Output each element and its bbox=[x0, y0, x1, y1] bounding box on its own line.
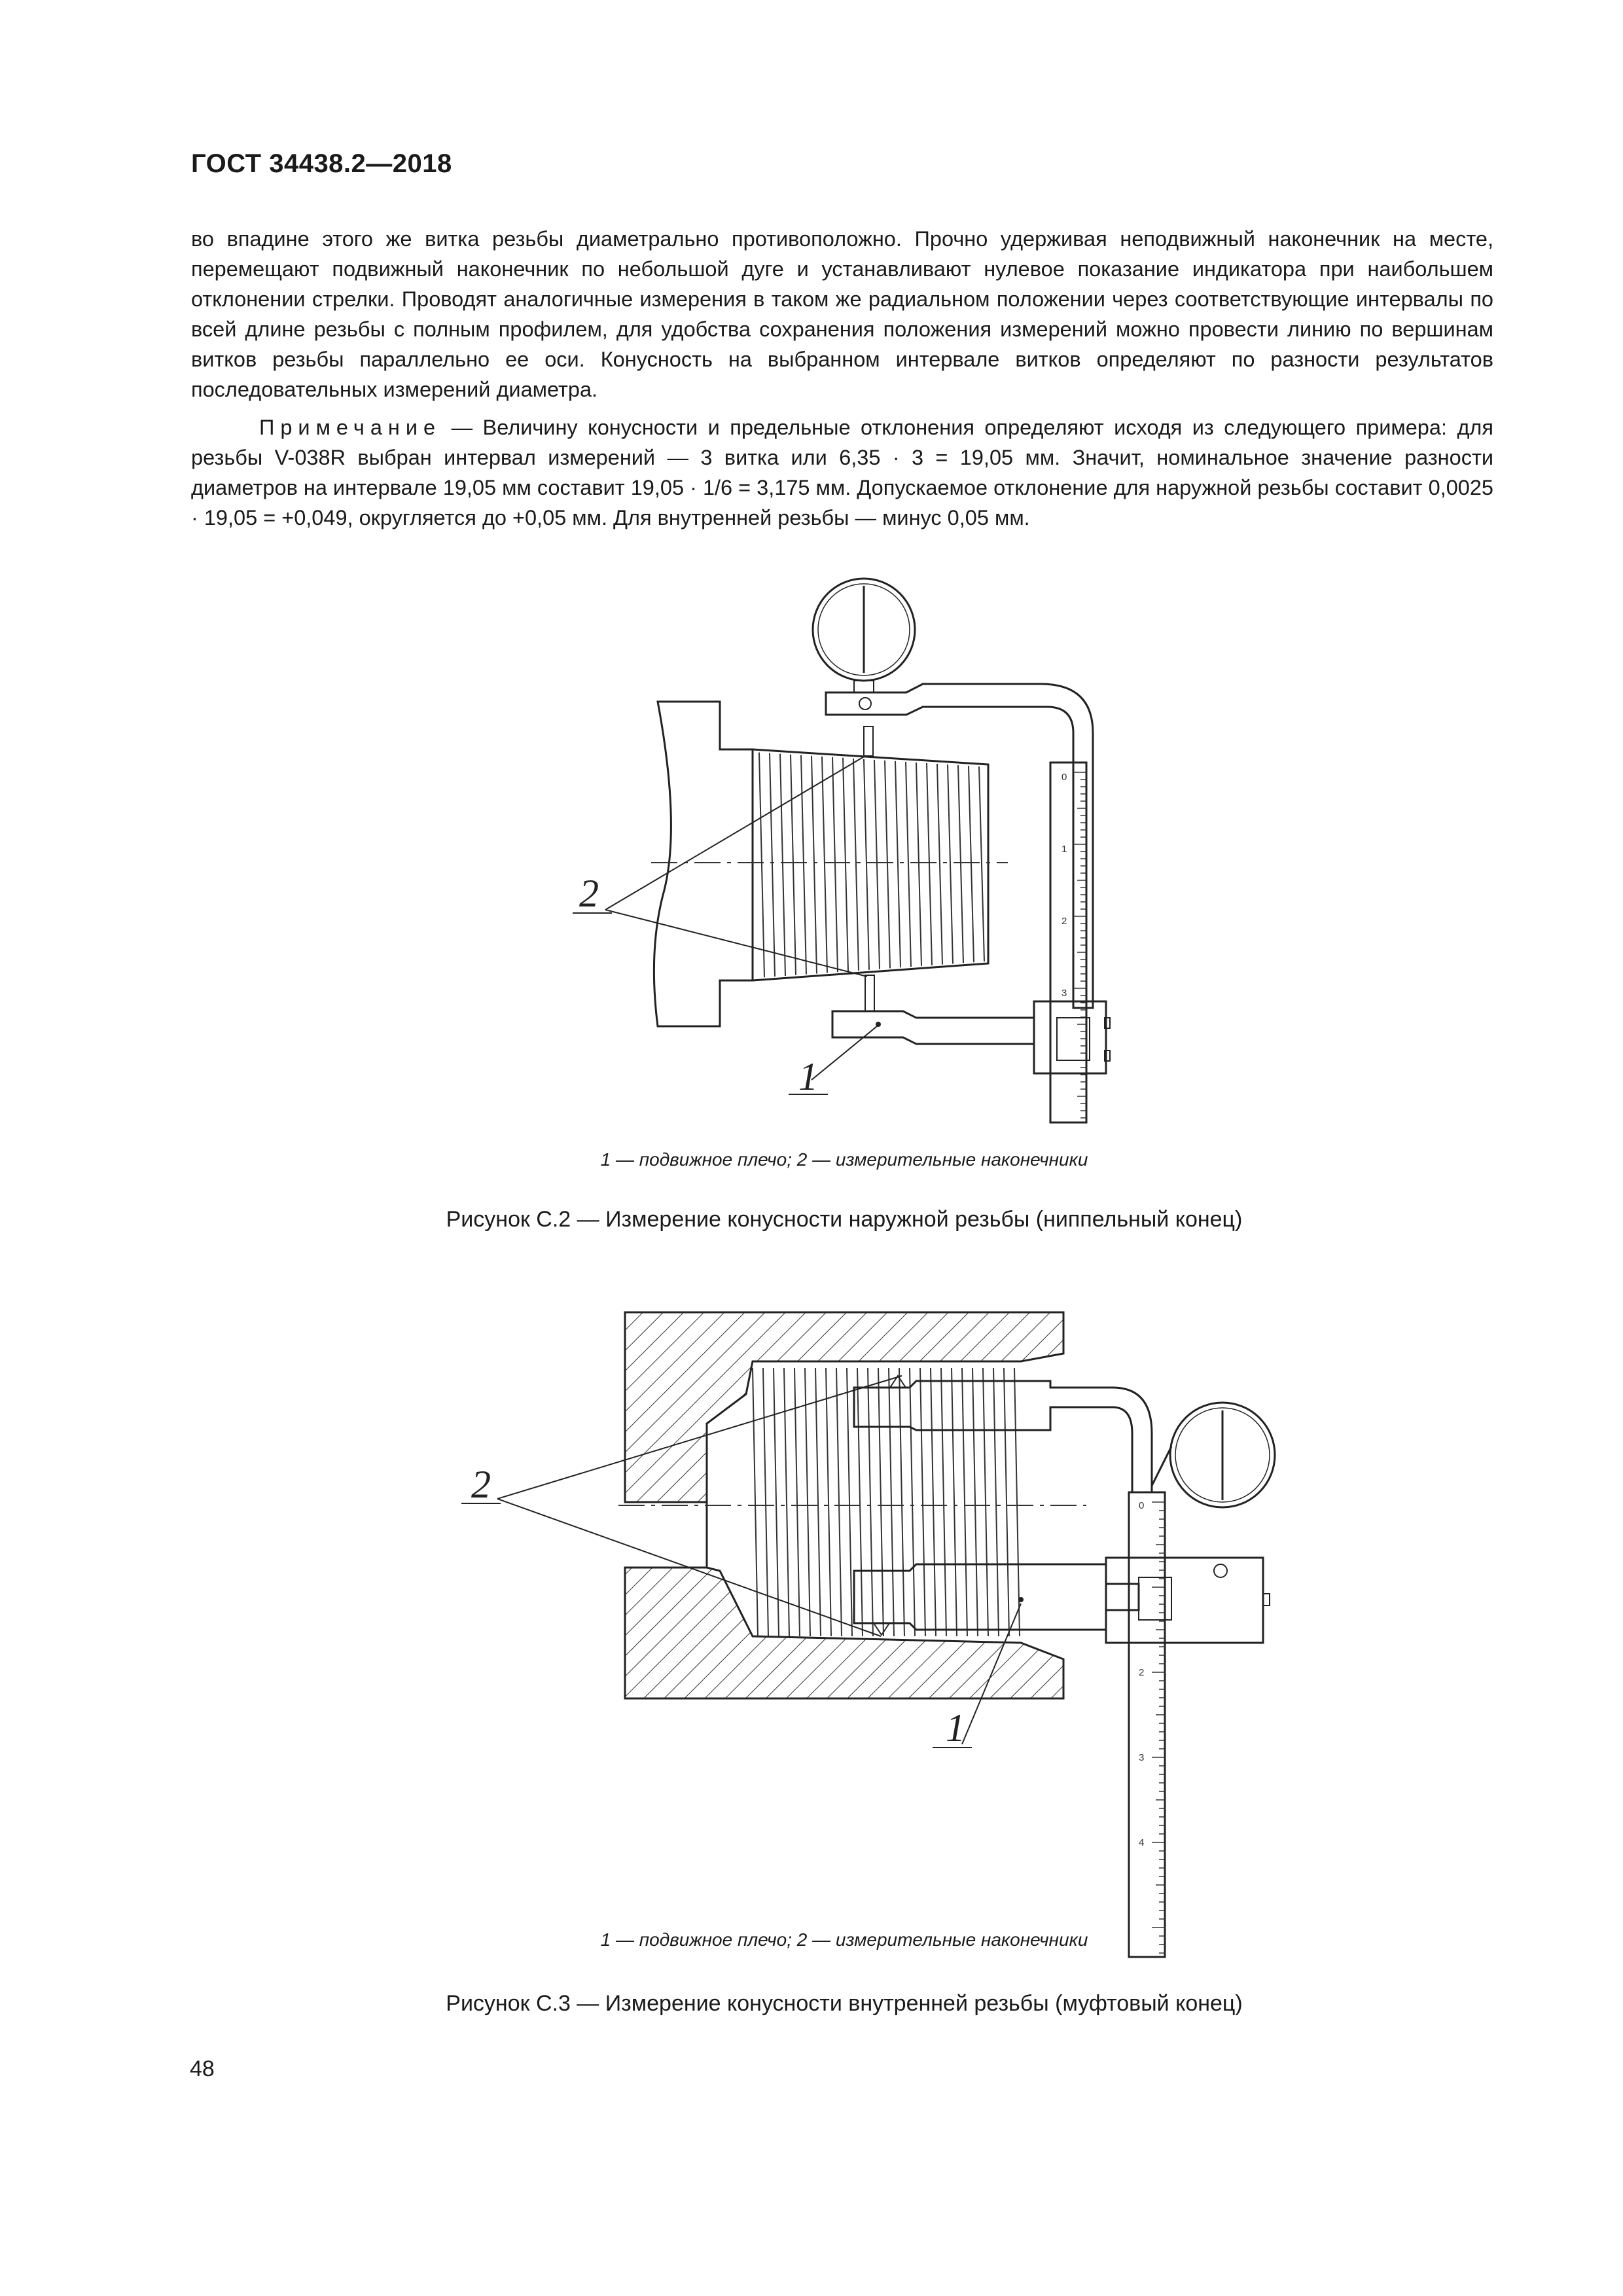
note-label: Примечание bbox=[259, 416, 442, 439]
movable-arm bbox=[854, 1564, 1139, 1630]
callout-2: 2 bbox=[471, 1463, 491, 1506]
pipe-body bbox=[654, 702, 753, 1026]
scale-label-0: 0 bbox=[1139, 1500, 1145, 1511]
figure-c3-legend: 1 — подвижное плечо; 2 — измерительные наконечники bbox=[600, 1929, 1088, 1950]
scale-label-2: 2 bbox=[1139, 1667, 1145, 1678]
movable-arm bbox=[832, 1011, 1034, 1044]
callout-1: 1 bbox=[946, 1706, 965, 1749]
note-paragraph bbox=[191, 412, 1493, 533]
thread-profile bbox=[759, 753, 984, 978]
scale-label-0: 0 bbox=[1061, 772, 1067, 783]
figure-c3-drawing bbox=[0, 1302, 1623, 1970]
figure-c3-caption: Рисунок С.3 — Измерение конусности внутренней резьбы (муфтовый конец) bbox=[446, 1991, 1243, 2016]
gauge-screw bbox=[859, 698, 871, 709]
scale-label-3: 3 bbox=[1139, 1752, 1145, 1763]
body-paragraph: во впадине этого же витка резьбы диаметрально противоположно. Прочно удерживая неподвижный наконечник на месте, перемещают подвижный наконечник по небольшой дуге и устанавливают нулевое показание индикатора при наибольшем отклонении стрелки. Проводят аналогичные измерения в таком же радиальном положении через соответствующие интервалы по всей длине резьбы с полным профилем, для удобства сохранения положения измерений можно провести линию по вершинам витков резьбы параллельно ее оси. Конусность на выбранном интервале витков определяют по разности результатов последовательных измерений диаметра. bbox=[191, 227, 1493, 401]
slider-block bbox=[1034, 1001, 1106, 1073]
callout-1: 1 bbox=[798, 1055, 818, 1098]
figure-c2-drawing bbox=[0, 569, 1623, 1145]
figure-c2-caption: Рисунок С.2 — Измерение конусности наружной резьбы (ниппельный конец) bbox=[446, 1207, 1243, 1232]
scale-ticks bbox=[1073, 772, 1086, 1118]
scale-label-4: 4 bbox=[1139, 1837, 1145, 1848]
scale-label-1: 1 bbox=[1061, 844, 1067, 855]
coupling-body-top bbox=[625, 1312, 1063, 1502]
scale-label-2: 2 bbox=[1061, 916, 1067, 927]
figure-c2-legend: 1 — подвижное плечо; 2 — измерительные наконечники bbox=[600, 1149, 1088, 1170]
document-code-header: ГОСТ 34438.2—2018 bbox=[191, 149, 452, 178]
note-text: — Величину конусности и предельные отклонения определяют исходя из следующего примера: для резьбы V-038R выбран интервал измерений — 3 витка или 6,35 · 3 = 19,05 мм. Значит, номинальное значение разности диаметров на интервале 19,05 мм составит 19,05 · 1/6 = 3,175 мм. Допускаемое отклонение для наружной резьбы составит 0,0025 · 19,05 = +0,049, округляется до +0,05 мм. Для внутренней резьбы — минус 0,05 мм. bbox=[191, 416, 1493, 529]
thread-profile bbox=[753, 1368, 1020, 1636]
callout-2: 2 bbox=[579, 872, 599, 915]
page-number: 48 bbox=[190, 2056, 215, 2081]
scale-ticks bbox=[1152, 1502, 1165, 1953]
fixed-arm bbox=[854, 1381, 1152, 1492]
scale-bar bbox=[1050, 762, 1086, 1122]
scale-label-3: 3 bbox=[1061, 988, 1067, 999]
